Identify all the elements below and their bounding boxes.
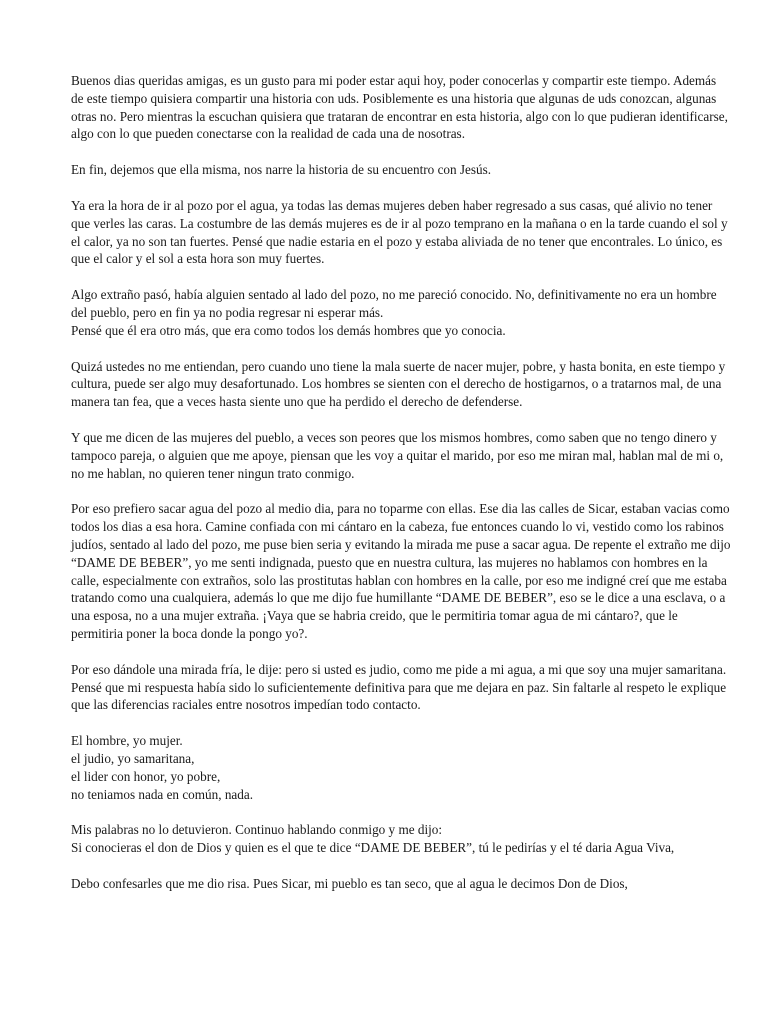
document-page: [71, 72, 731, 911]
paragraph-greeting: Buenos dias queridas amigas, es un gusto para mi poder estar aqui hoy, poder conocerlas y compartir este tiempo. Además de este tiempo quisiera compartir una historia con uds. Posiblemente es una historia que algunas de uds conozcan, algunas otras no. Pero mientras la escuchan quisiera que trataran de encontrar en esta historia, algo con lo que pudieran identificarse, algo con lo que pueden conectarse con la realidad de cada una de nosotras.: [71, 73, 728, 142]
paragraph-well-hour: Ya era la hora de ir al pozo por el agua, ya todas las demas mujeres deben haber regresado a sus casas, qué alivio no tener que verles las caras. La costumbre de las demás mujeres es de ir al pozo temprano en la mañana o en la tarde cuando el sol y el calor, ya no son tan fuertes. Pensé que nadie estaria en el pozo y estaba aliviada de no tener que encontrales. Lo único, es que el calor y el sol a esta hora son muy fuertes.: [71, 197, 728, 267]
paragraph-living-water: Mis palabras no lo detuvieron. Continuo hablando conmigo y me dijo: Si conocieras el don de Dios y quien es el que te dice “DAME DE BEBER”, tú le pedirías y el té daria Agua Viva,: [71, 822, 675, 856]
paragraph-contrast: El hombre, yo mujer. el judio, yo samaritana, el lider con honor, yo pobre, no teniamos nada en común, nada.: [71, 733, 254, 802]
paragraph-confession: Debo confesarles que me dio risa. Pues Sicar, mi pueblo es tan seco, que al agua le decimos Don de Dios,: [71, 875, 628, 891]
paragraph-stranger: Algo extraño pasó, había alguien sentado al lado del pozo, no me pareció conocido. No, definitivamente no era un hombre del pueblo, pero en fin ya no podia regresar ni esperar más. Pensé que él era otro más, que era como todos los demás hombres que yo conocia.: [71, 287, 717, 338]
paragraph-reply: Por eso dándole una mirada fría, le dije: pero si usted es judio, como me pide a mi agua, a mi que soy una mujer samaritana. Pensé que mi respuesta había sido lo suficientemente definitiva para que me dejara en paz. Sin faltarle al respeto le explique que las diferencias raciales entre nosotros impedían todo contacto.: [71, 661, 727, 713]
paragraph-village-women: Y que me dicen de las mujeres del pueblo, a veces son peores que los mismos hombres, como saben que no tengo dinero y tampoco pareja, o alguien que me apoye, piensan que les voy a quitar el marido, por eso me miran mal, hablan mal de mi o, no me hablan, no quieren tener ningun trato conmigo.: [71, 429, 724, 481]
paragraph-encounter: Por eso prefiero sacar agua del pozo al medio dia, para no toparme con ellas. Ese dia las calles de Sicar, estaban vacias como todos los dias a esa hora. Camine confiada con mi cántaro en la cabeza, fue entonces cuando lo vi, vestido como los rabinos judíos, sentado al lado del pozo, me puse bien seria y evitando la mirada me puse a sacar agua. De repente el extraño me dijo “DAME DE BEBER”, yo me senti indignada, puesto que en nuestra cultura, las mujeres no hablamos con hombres en la calle, especialmente con extraños, solo las prostitutas hablan con hombres en la calle, por eso me indigné creí que me estaba tratando como una cualquiera, además lo que me dijo fue humillante “DAME DE BEBER”, eso se le dice a una esclava, o a una esposa, no a una mujer extraña. ¡Vaya que se habria creido, que le permitiria tomar agua de mi cántaro?, que le permitiria poner la boca donde la pongo yo?.: [71, 501, 731, 641]
paragraph-intro: En fin, dejemos que ella misma, nos narre la historia de su encuentro con Jesús.: [71, 162, 492, 178]
paragraph-misfortune: Quizá ustedes no me entiendan, pero cuando uno tiene la mala suerte de nacer mujer, pobre, y hasta bonita, en este tiempo y cultura, puede ser algo muy desafortunado. Los hombres se sienten con el derecho de hostigarnos, o a tratarnos mal, de una manera tan fea, que a veces hasta siente uno que ha perdido el derecho de defenderse.: [71, 358, 726, 410]
